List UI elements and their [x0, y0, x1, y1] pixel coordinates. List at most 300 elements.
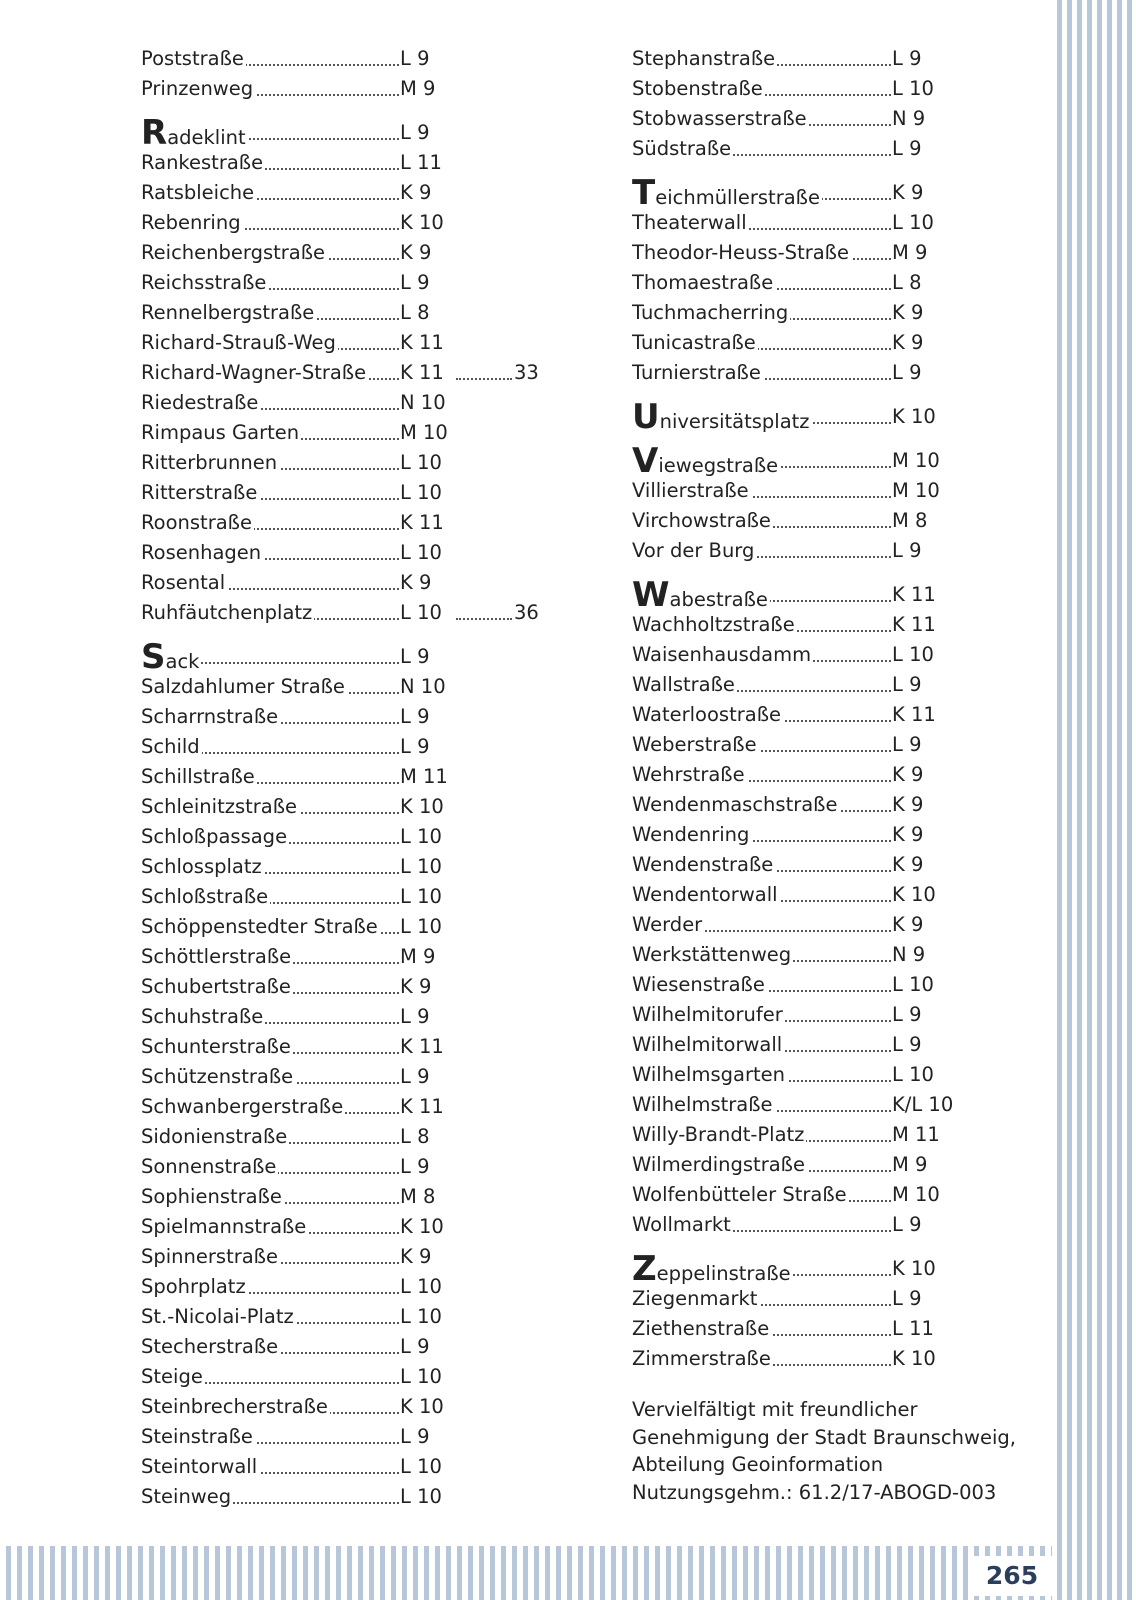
grid-reference: L 9	[400, 645, 430, 668]
street-name	[632, 1254, 891, 1284]
street-name	[632, 506, 891, 536]
credit-line: Vervielfältigt mit freundlicher	[632, 1398, 918, 1421]
page-reference-number: 33	[514, 361, 539, 384]
grid-reference: K 9	[400, 181, 432, 204]
street-name-text: Tunicastraße	[632, 331, 756, 354]
street-entry	[141, 538, 581, 568]
street-entry	[141, 208, 581, 238]
street-name	[632, 700, 891, 730]
street-name-text: Wilhelmstraße	[632, 1093, 773, 1116]
street-name-text: Spohrplatz	[141, 1275, 246, 1298]
street-name-text: Wolfenbütteler Straße	[632, 1183, 847, 1206]
grid-reference: L 10	[400, 1305, 442, 1328]
street-name	[632, 1284, 891, 1314]
street-name-text: Steinbrecherstraße	[141, 1395, 328, 1418]
street-name-text: Stobwasserstraße	[632, 107, 807, 130]
grid-reference: K 10	[892, 1347, 936, 1370]
street-name-text: Sonnenstraße	[141, 1155, 277, 1178]
grid-reference: K 11	[400, 511, 444, 534]
grid-reference: L 10	[400, 915, 442, 938]
street-name	[632, 940, 891, 970]
street-name	[632, 446, 891, 476]
grid-reference: K 10	[400, 795, 444, 818]
grid-reference: L 10	[892, 1063, 934, 1086]
initial-letter: R	[141, 118, 168, 148]
street-name-text: Rennelbergstraße	[141, 301, 315, 324]
grid-reference: L 9	[892, 361, 922, 384]
street-name	[141, 118, 399, 148]
street-name-text: Prinzenweg	[141, 77, 254, 100]
street-name	[141, 1062, 399, 1092]
street-entry	[141, 238, 581, 268]
copyright-credit	[632, 1396, 1032, 1506]
street-entry	[141, 1452, 581, 1482]
street-name-text: Radeklint	[141, 126, 248, 148]
street-name-text: Richard-Strauß-Weg	[141, 331, 336, 354]
street-name	[632, 238, 891, 268]
grid-reference: M 9	[892, 1153, 928, 1176]
street-name	[141, 852, 399, 882]
street-entry	[632, 1284, 1032, 1314]
street-entry	[141, 268, 581, 298]
street-entry	[141, 732, 581, 762]
grid-reference: M 9	[892, 241, 928, 264]
grid-reference: L 10	[400, 885, 442, 908]
street-name-text: Waterloostraße	[632, 703, 781, 726]
grid-reference: L 9	[400, 1155, 430, 1178]
street-name-text: Viewegstraße	[632, 454, 780, 476]
grid-reference: K 9	[400, 1245, 432, 1268]
credit-line: Genehmigung der Stadt Braunschweig,	[632, 1425, 1016, 1449]
street-entry	[141, 568, 581, 598]
street-entry	[141, 1152, 581, 1182]
grid-reference: L 9	[400, 735, 430, 758]
street-name	[141, 1362, 399, 1392]
street-name	[141, 44, 399, 74]
grid-reference: K 11	[400, 1095, 444, 1118]
street-name-text: Ritterbrunnen	[141, 451, 278, 474]
street-name-text: Rebenring	[141, 211, 241, 234]
grid-reference: L 9	[400, 121, 430, 144]
street-name	[141, 1152, 399, 1182]
street-entry	[141, 1332, 581, 1362]
grid-reference: M 10	[892, 1183, 940, 1206]
street-name-text: Richard-Wagner-Straße	[141, 361, 367, 384]
street-name-text: Wollmarkt	[632, 1213, 731, 1236]
street-name	[141, 1422, 399, 1452]
grid-reference: K 10	[400, 1215, 444, 1238]
street-entry	[141, 74, 581, 104]
street-name-text: Ritterstraße	[141, 481, 258, 504]
street-name-text: Poststraße	[141, 47, 244, 70]
street-name-text: Steinweg	[141, 1485, 232, 1508]
street-name	[141, 538, 399, 568]
grid-reference: K 11	[400, 331, 444, 354]
street-name-text: Theaterwall	[632, 211, 747, 234]
grid-reference: N 10	[400, 391, 446, 414]
street-name	[632, 44, 891, 74]
street-entry	[632, 910, 1032, 940]
grid-reference: K 10	[892, 405, 936, 428]
street-name-text: Ziegenmarkt	[632, 1287, 758, 1310]
street-name	[632, 910, 891, 940]
street-name	[141, 1242, 399, 1272]
street-entry	[141, 448, 581, 478]
street-name-text: Schleinitzstraße	[141, 795, 297, 818]
grid-reference: L 10	[892, 77, 934, 100]
street-name	[141, 762, 399, 792]
street-entry	[632, 880, 1032, 910]
street-name	[632, 1030, 891, 1060]
grid-reference: M 9	[400, 77, 436, 100]
street-name	[141, 358, 399, 388]
grid-reference: L 9	[400, 1335, 430, 1358]
street-name-text: Spielmannstraße	[141, 1215, 307, 1238]
grid-reference: K 11	[892, 703, 936, 726]
street-entry	[141, 942, 581, 972]
street-name-text: Schöttlerstraße	[141, 945, 292, 968]
street-name	[141, 148, 399, 178]
street-entry	[632, 1060, 1032, 1090]
grid-reference: K 9	[892, 913, 924, 936]
street-name	[632, 134, 891, 164]
street-entry	[141, 418, 581, 448]
street-name	[141, 1332, 399, 1362]
street-entry	[141, 104, 581, 148]
street-name	[141, 478, 399, 508]
street-name	[632, 970, 891, 1000]
street-name	[141, 1302, 399, 1332]
street-name-text: Schubertstraße	[141, 975, 291, 998]
street-entry	[632, 1180, 1032, 1210]
street-name	[141, 1392, 399, 1422]
street-entry	[141, 1122, 581, 1152]
street-name-text: Ziethenstraße	[632, 1317, 770, 1340]
street-entry	[141, 388, 581, 418]
street-name-text: Schunterstraße	[141, 1035, 291, 1058]
street-entry	[632, 1030, 1032, 1060]
grid-reference: N 9	[892, 107, 926, 130]
street-entry	[632, 820, 1032, 850]
grid-reference: L 9	[892, 673, 922, 696]
street-name-text: Steintorwall	[141, 1455, 258, 1478]
grid-reference: L 8	[400, 301, 430, 324]
street-entry	[141, 822, 581, 852]
street-entry	[632, 670, 1032, 700]
initial-letter: U	[632, 402, 660, 432]
street-name-text: Wabestraße	[632, 588, 770, 610]
grid-reference: L 9	[892, 137, 922, 160]
street-name-text: Stephanstraße	[632, 47, 776, 70]
street-name-text: Vor der Burg	[632, 539, 755, 562]
street-name	[632, 1344, 891, 1374]
street-name-text: Salzdahlumer Straße	[141, 675, 345, 698]
grid-reference: L 11	[400, 151, 442, 174]
street-name-text: Zimmerstraße	[632, 1347, 771, 1370]
bottom-stripe-border	[0, 1546, 1052, 1600]
street-name-text: Ratsbleiche	[141, 181, 255, 204]
street-name-text: Wallstraße	[632, 673, 735, 696]
street-name	[141, 1272, 399, 1302]
street-entry	[632, 268, 1032, 298]
street-entry	[632, 1344, 1032, 1374]
street-entry	[632, 476, 1032, 506]
grid-reference: L 9	[892, 1287, 922, 1310]
street-name	[141, 1182, 399, 1212]
street-name	[141, 972, 399, 1002]
street-name-text: Schützenstraße	[141, 1065, 294, 1088]
street-name	[632, 580, 891, 610]
grid-reference: M 10	[892, 449, 940, 472]
street-name-text: Südstraße	[632, 137, 732, 160]
street-name	[632, 640, 891, 670]
street-name	[632, 536, 891, 566]
street-name-text: Schloßstraße	[141, 885, 269, 908]
street-entry	[632, 506, 1032, 536]
grid-reference: K 9	[892, 301, 924, 324]
street-entry	[632, 1120, 1032, 1150]
street-name-text: Wendenmaschstraße	[632, 793, 838, 816]
grid-reference: L 8	[400, 1125, 430, 1148]
street-entry	[632, 1314, 1032, 1344]
street-name-text: Zeppelinstraße	[632, 1262, 793, 1284]
street-name	[632, 760, 891, 790]
street-name	[141, 388, 399, 418]
street-name	[141, 268, 399, 298]
street-name-text: Villierstraße	[632, 479, 749, 502]
street-name-text: Riedestraße	[141, 391, 259, 414]
grid-reference: K 10	[400, 211, 444, 234]
street-entry	[141, 882, 581, 912]
street-entry	[141, 1272, 581, 1302]
street-entry	[632, 1150, 1032, 1180]
street-entry	[141, 852, 581, 882]
street-name	[141, 418, 399, 448]
street-name	[141, 508, 399, 538]
grid-reference: M 10	[400, 421, 448, 444]
street-entry	[141, 328, 581, 358]
street-name-text: Wiesenstraße	[632, 973, 765, 996]
street-name-text: Schöppenstedter Straße	[141, 915, 378, 938]
grid-reference: L 10	[400, 541, 442, 564]
street-name-text: Waisenhausdamm	[632, 643, 812, 666]
street-name	[141, 208, 399, 238]
street-name-text: Werkstättenweg	[632, 943, 792, 966]
grid-reference: L 10	[400, 1275, 442, 1298]
grid-reference: L 10	[400, 1455, 442, 1478]
street-name	[632, 730, 891, 760]
street-name-text: Wilhelmsgarten	[632, 1063, 785, 1086]
street-name-text: Turnierstraße	[632, 361, 761, 384]
street-name	[632, 850, 891, 880]
grid-reference: N 9	[892, 943, 926, 966]
grid-reference: K 9	[892, 331, 924, 354]
street-entry	[141, 972, 581, 1002]
grid-reference: K 9	[892, 853, 924, 876]
page-reference	[456, 358, 548, 388]
street-name-text: Tuchmacherring	[632, 301, 789, 324]
street-entry	[632, 970, 1032, 1000]
grid-reference: L 10	[892, 211, 934, 234]
grid-reference: L 10	[892, 643, 934, 666]
grid-reference: L 10	[400, 451, 442, 474]
street-name	[632, 1000, 891, 1030]
grid-reference: K 11	[400, 1035, 444, 1058]
street-name-text: Schwanbergerstraße	[141, 1095, 344, 1118]
street-name-text: Sophienstraße	[141, 1185, 282, 1208]
street-name	[141, 642, 399, 672]
street-name-text: Rosental	[141, 571, 226, 594]
grid-reference: K/L 10	[892, 1093, 954, 1116]
street-name-text: Wehrstraße	[632, 763, 745, 786]
grid-reference: L 9	[400, 271, 430, 294]
page-reference-number: 36	[514, 601, 539, 624]
street-name-text: Wilhelmitorufer	[632, 1003, 783, 1026]
page-number: 265	[972, 1556, 1052, 1596]
grid-reference: K 9	[892, 181, 924, 204]
grid-reference: L 9	[892, 47, 922, 70]
street-entry	[141, 1092, 581, 1122]
street-entry	[632, 298, 1032, 328]
street-list-right	[632, 44, 1032, 1374]
street-entry	[141, 1002, 581, 1032]
street-name	[632, 1314, 891, 1344]
credit-line: Nutzungsgehm.: 61.2/17-ABOGD-003	[632, 1480, 997, 1504]
street-name	[632, 1210, 891, 1240]
street-name	[632, 328, 891, 358]
credit-line: Abteilung Geoinformation	[632, 1453, 884, 1476]
grid-reference: L 10	[400, 481, 442, 504]
street-name-text: Rosenhagen	[141, 541, 262, 564]
street-entry	[141, 1182, 581, 1212]
street-entry	[141, 1242, 581, 1272]
street-name-text: Sack	[141, 650, 201, 672]
street-name	[632, 358, 891, 388]
street-name	[632, 820, 891, 850]
grid-reference: K 9	[892, 823, 924, 846]
grid-reference: L 8	[892, 271, 922, 294]
grid-reference: L 10	[892, 973, 934, 996]
street-name	[141, 298, 399, 328]
street-entry	[632, 700, 1032, 730]
street-name-text: Wilhelmitorwall	[632, 1033, 783, 1056]
street-name	[632, 670, 891, 700]
street-name-text: Rimpaus Garten	[141, 421, 300, 444]
grid-reference: L 10	[400, 1365, 442, 1388]
street-name	[632, 298, 891, 328]
street-name	[632, 1060, 891, 1090]
street-name	[141, 1002, 399, 1032]
street-name	[632, 476, 891, 506]
street-name	[632, 880, 891, 910]
street-name	[141, 1452, 399, 1482]
street-entry	[632, 730, 1032, 760]
grid-reference: K 10	[892, 883, 936, 906]
grid-reference: K 9	[892, 763, 924, 786]
street-entry	[632, 850, 1032, 880]
street-entry	[141, 1032, 581, 1062]
street-name-text: Steige	[141, 1365, 203, 1388]
grid-reference: L 9	[400, 1005, 430, 1028]
street-entry	[141, 148, 581, 178]
street-name	[632, 610, 891, 640]
street-list-left	[141, 44, 581, 1512]
grid-reference: L 9	[892, 539, 922, 562]
street-name	[141, 912, 399, 942]
street-name-text: Sidonienstraße	[141, 1125, 288, 1148]
street-name-text: Steinstraße	[141, 1425, 253, 1448]
street-entry	[141, 672, 581, 702]
grid-reference: K 11	[400, 361, 444, 384]
grid-reference: L 10	[400, 1485, 442, 1508]
street-name	[141, 328, 399, 358]
street-name-text: Scharrnstraße	[141, 705, 279, 728]
street-entry	[141, 478, 581, 508]
initial-letter: S	[141, 642, 166, 672]
street-entry	[141, 1422, 581, 1452]
street-name	[141, 702, 399, 732]
street-entry	[141, 508, 581, 538]
street-name	[141, 1482, 399, 1512]
initial-letter: T	[632, 178, 656, 208]
grid-reference: K 10	[892, 1257, 936, 1280]
street-name	[141, 1212, 399, 1242]
initial-letter: W	[632, 580, 670, 610]
grid-reference: M 11	[400, 765, 448, 788]
street-name-text: Schlossplatz	[141, 855, 262, 878]
street-index-right-column	[632, 44, 1032, 1506]
street-entry	[632, 358, 1032, 388]
street-name	[141, 822, 399, 852]
street-name	[141, 568, 399, 598]
street-entry	[632, 134, 1032, 164]
street-name	[141, 1032, 399, 1062]
street-entry	[141, 298, 581, 328]
grid-reference: L 10	[400, 601, 442, 624]
street-entry	[632, 610, 1032, 640]
street-name	[632, 268, 891, 298]
grid-reference: L 9	[892, 1033, 922, 1056]
grid-reference: K 11	[892, 613, 936, 636]
street-entry	[632, 536, 1032, 566]
street-name-text: Schild	[141, 735, 200, 758]
street-name-text: Schuhstraße	[141, 1005, 264, 1028]
grid-reference: M 9	[400, 945, 436, 968]
street-name-text: Theodor-Heuss-Straße	[632, 241, 849, 264]
street-entry	[632, 1240, 1032, 1284]
grid-reference: L 9	[400, 1065, 430, 1088]
street-name-text: Rankestraße	[141, 151, 264, 174]
street-entry	[141, 1302, 581, 1332]
street-entry	[141, 44, 581, 74]
street-entry	[632, 760, 1032, 790]
street-name-text: Wachholtzstraße	[632, 613, 795, 636]
dot-leader	[456, 378, 512, 380]
street-name-text: Reichsstraße	[141, 271, 267, 294]
street-name	[632, 208, 891, 238]
street-name-text: Reichenbergstraße	[141, 241, 326, 264]
grid-reference: L 11	[892, 1317, 934, 1340]
grid-reference: L 9	[892, 733, 922, 756]
street-name	[632, 104, 891, 134]
street-name-text: Roonstraße	[141, 511, 252, 534]
street-entry	[632, 44, 1032, 74]
street-name	[632, 790, 891, 820]
street-name	[632, 1150, 891, 1180]
right-stripe-border	[1052, 0, 1136, 1600]
street-name-text: Wendenring	[632, 823, 750, 846]
grid-reference: L 10	[400, 855, 442, 878]
